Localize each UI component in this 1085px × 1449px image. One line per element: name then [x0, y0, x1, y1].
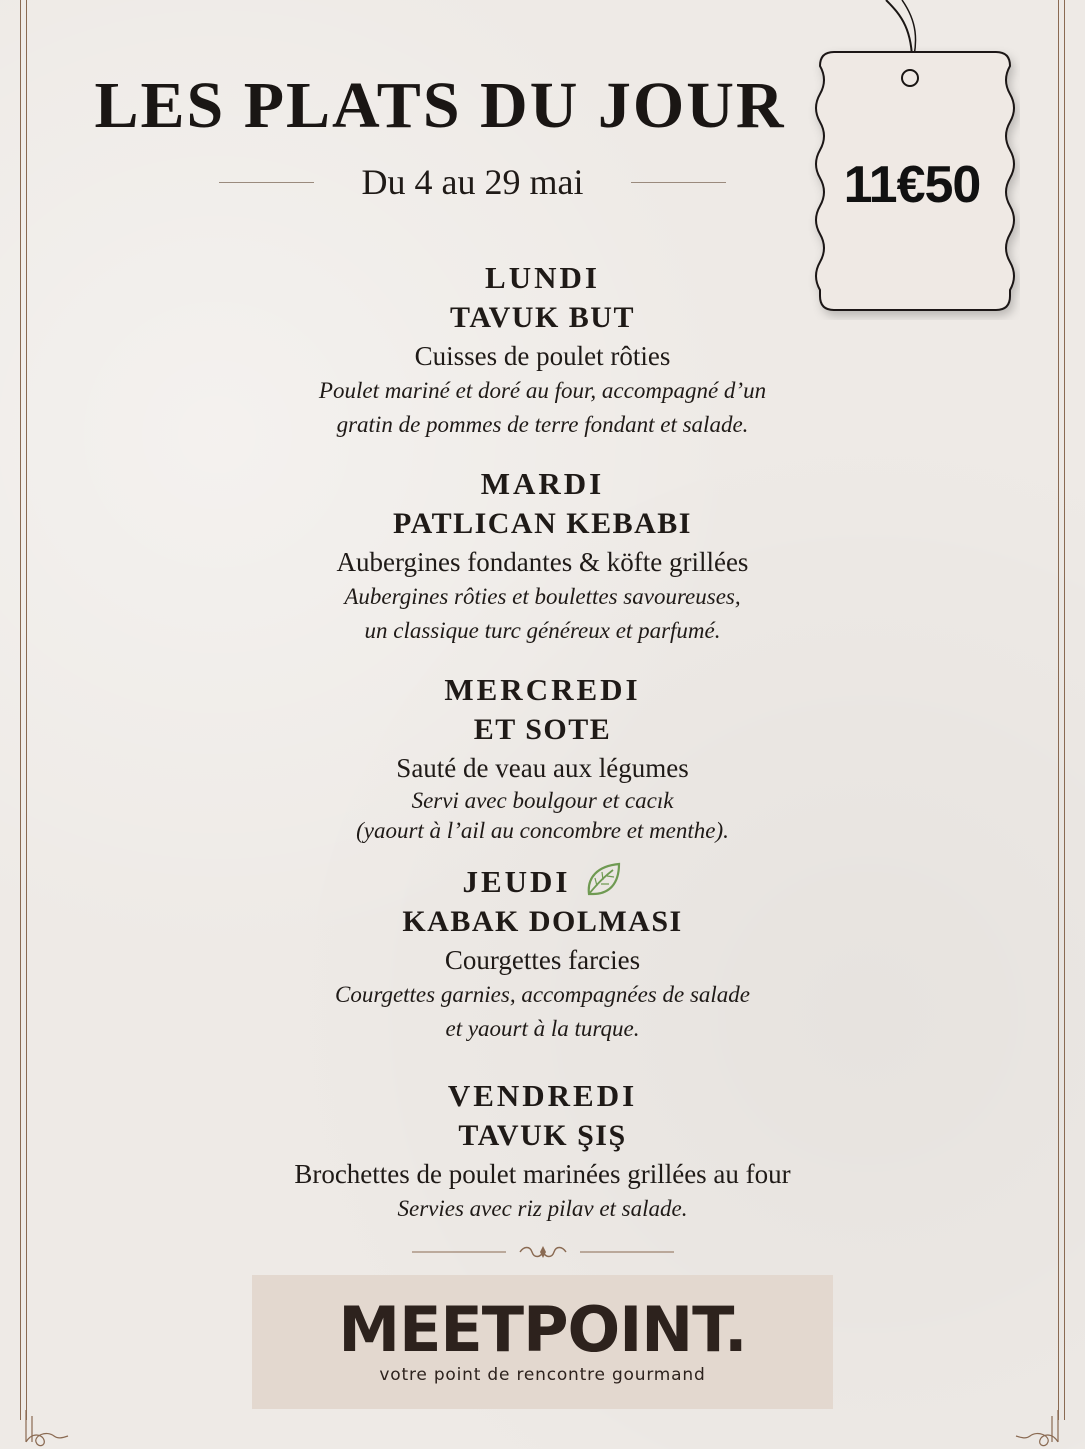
day-label-row — [240, 860, 845, 902]
ornament-divider-icon — [412, 1240, 674, 1264]
menu-day-vendredi — [240, 1076, 845, 1226]
dish-subtitle: Cuisses de poulet rôties — [414, 341, 671, 371]
day-label: JEUDI — [462, 864, 571, 899]
dish-name: PATLICAN KEBABI — [393, 507, 692, 540]
dish-description-line: Poulet mariné et doré au four, accompagné d’un — [318, 378, 767, 403]
dish-name: ET SOTE — [473, 713, 612, 746]
dish-subtitle: Aubergines fondantes & köfte grillées — [336, 547, 749, 577]
dish-subtitle: Brochettes de poulet marinées grillées au four — [294, 1159, 791, 1189]
dish-subtitle: Sauté de veau aux légumes — [396, 753, 689, 783]
corner-ornament-left-icon — [22, 1408, 72, 1448]
dish-description-line: Aubergines rôties et boulettes savoureuses, — [344, 584, 741, 609]
dish-name: TAVUK BUT — [450, 301, 635, 334]
brand-logo: MEETPOINT. — [338, 1293, 747, 1366]
frame-line-left-outer — [20, 0, 21, 1420]
frame-line-right-inner — [1058, 0, 1059, 1420]
date-range: Du 4 au 29 mai — [361, 162, 584, 202]
brand-banner — [252, 1275, 833, 1409]
dates-row — [200, 158, 745, 206]
corner-ornament-right-icon — [1012, 1408, 1062, 1448]
day-label: MERCREDI — [444, 672, 641, 707]
dish-name: TAVUK ŞIŞ — [458, 1119, 627, 1152]
dish-description-line: gratin de pommes de terre fondant et salade. — [336, 412, 749, 437]
day-label: LUNDI — [485, 260, 600, 295]
frame-line-left-inner — [26, 0, 27, 1420]
dish-description-line: Courgettes garnies, accompagnées de salade — [335, 982, 750, 1007]
menu-day-jeudi — [240, 860, 845, 1046]
price: 11€50 — [843, 156, 981, 214]
dish-name: KABAK DOLMASI — [402, 905, 683, 938]
dish-description-line: Servi avec boulgour et cacık — [411, 788, 674, 813]
day-label: MARDI — [480, 466, 605, 501]
leaf-icon — [583, 860, 623, 898]
dish-subtitle: Courgettes farcies — [444, 945, 641, 975]
menu-list — [240, 258, 845, 1226]
dates-rule-right — [631, 182, 726, 183]
dish-description-line: (yaourt à l’ail au concombre et menthe). — [356, 818, 729, 843]
dish-description-line: un classique turc généreux et parfumé. — [364, 618, 721, 643]
brand-tagline: votre point de rencontre gourmand — [379, 1365, 706, 1385]
dates-rule-left — [219, 182, 314, 183]
menu-day-mardi — [240, 464, 845, 648]
dish-description-line: Servies avec riz pilav et salade. — [397, 1196, 688, 1221]
page-title: LES PLATS DU JOUR — [94, 69, 786, 142]
frame-line-right-outer — [1064, 0, 1065, 1420]
day-label: VENDREDI — [447, 1078, 638, 1113]
menu-day-lundi — [240, 258, 845, 442]
menu-day-mercredi — [240, 670, 845, 846]
dish-description-line: et yaourt à la turque. — [445, 1016, 640, 1041]
